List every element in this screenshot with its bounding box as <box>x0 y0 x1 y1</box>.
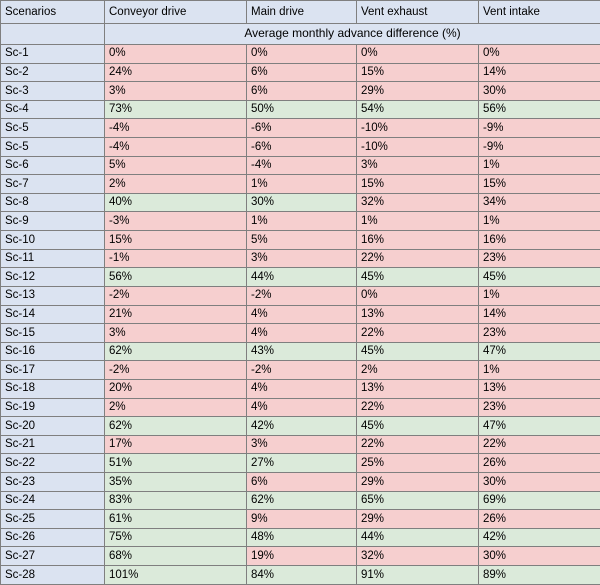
value-cell: 0% <box>247 45 357 64</box>
table-row <box>1 100 600 119</box>
value-cell: 42% <box>247 417 357 436</box>
value-cell: 30% <box>479 473 600 492</box>
table-row <box>1 138 600 157</box>
value-cell: 22% <box>479 435 600 454</box>
value-cell: 27% <box>247 454 357 473</box>
table-header <box>1 1 600 24</box>
value-cell: 65% <box>357 491 479 510</box>
value-cell: 22% <box>357 398 479 417</box>
scenario-label: Sc-7 <box>1 175 105 194</box>
scenario-label: Sc-3 <box>1 82 105 101</box>
value-cell: 13% <box>357 305 479 324</box>
value-cell: 1% <box>247 175 357 194</box>
value-cell: 1% <box>479 156 600 175</box>
value-cell: 13% <box>479 379 600 398</box>
scenario-label: Sc-8 <box>1 193 105 212</box>
scenario-label: Sc-24 <box>1 491 105 510</box>
table-row <box>1 435 600 454</box>
value-cell: 30% <box>479 82 600 101</box>
value-cell: 30% <box>247 193 357 212</box>
value-cell: 16% <box>357 231 479 250</box>
scenario-label: Sc-10 <box>1 231 105 250</box>
value-cell: 43% <box>247 342 357 361</box>
value-cell: 75% <box>105 528 247 547</box>
table-row <box>1 305 600 324</box>
table-row <box>1 510 600 529</box>
value-cell: 40% <box>105 193 247 212</box>
value-cell: 4% <box>247 398 357 417</box>
value-cell: 29% <box>357 510 479 529</box>
value-cell: 14% <box>479 63 600 82</box>
table-row <box>1 566 600 585</box>
column-header-scenarios: Scenarios <box>1 1 105 24</box>
value-cell: 1% <box>247 212 357 231</box>
value-cell: 47% <box>479 417 600 436</box>
value-cell: -2% <box>247 361 357 380</box>
value-cell: 0% <box>479 45 600 64</box>
value-cell: 15% <box>357 63 479 82</box>
value-cell: 23% <box>479 249 600 268</box>
column-header-main-drive: Main drive <box>247 1 357 24</box>
value-cell: 15% <box>357 175 479 194</box>
table-row <box>1 528 600 547</box>
value-cell: 45% <box>357 268 479 287</box>
value-cell: 1% <box>479 286 600 305</box>
value-cell: 35% <box>105 473 247 492</box>
value-cell: 62% <box>247 491 357 510</box>
value-cell: -1% <box>105 249 247 268</box>
table-row <box>1 268 600 287</box>
value-cell: 3% <box>105 324 247 343</box>
table-row <box>1 398 600 417</box>
value-cell: 45% <box>357 417 479 436</box>
table-row <box>1 361 600 380</box>
value-cell: 22% <box>357 249 479 268</box>
scenario-label: Sc-25 <box>1 510 105 529</box>
value-cell: 1% <box>479 361 600 380</box>
value-cell: 3% <box>105 82 247 101</box>
value-cell: 17% <box>105 435 247 454</box>
value-cell: 2% <box>105 175 247 194</box>
scenario-label: Sc-2 <box>1 63 105 82</box>
scenario-label: Sc-9 <box>1 212 105 231</box>
column-header-vent-exhaust: Vent exhaust <box>357 1 479 24</box>
table-row <box>1 175 600 194</box>
value-cell: 1% <box>479 212 600 231</box>
value-cell: 44% <box>357 528 479 547</box>
value-cell: 29% <box>357 473 479 492</box>
table-row <box>1 156 600 175</box>
value-cell: 0% <box>105 45 247 64</box>
subheader-label: Average monthly advance difference (%) <box>105 24 600 45</box>
table-row <box>1 63 600 82</box>
value-cell: 48% <box>247 528 357 547</box>
table-row <box>1 82 600 101</box>
value-cell: 22% <box>357 435 479 454</box>
scenario-label: Sc-5 <box>1 138 105 157</box>
value-cell: 32% <box>357 193 479 212</box>
value-cell: 29% <box>357 82 479 101</box>
value-cell: 2% <box>105 398 247 417</box>
scenario-label: Sc-18 <box>1 379 105 398</box>
scenario-label: Sc-12 <box>1 268 105 287</box>
value-cell: -10% <box>357 119 479 138</box>
value-cell: 13% <box>357 379 479 398</box>
value-cell: 26% <box>479 510 600 529</box>
value-cell: 73% <box>105 100 247 119</box>
scenario-label: Sc-11 <box>1 249 105 268</box>
column-header-vent-intake: Vent intake <box>479 1 600 24</box>
table-row <box>1 193 600 212</box>
value-cell: 15% <box>105 231 247 250</box>
scenario-label: Sc-19 <box>1 398 105 417</box>
value-cell: 83% <box>105 491 247 510</box>
scenario-label: Sc-23 <box>1 473 105 492</box>
table-row <box>1 324 600 343</box>
value-cell: 32% <box>357 547 479 566</box>
value-cell: 51% <box>105 454 247 473</box>
value-cell: 69% <box>479 491 600 510</box>
scenario-label: Sc-21 <box>1 435 105 454</box>
table-row <box>1 342 600 361</box>
value-cell: 1% <box>357 212 479 231</box>
header-row <box>1 1 600 24</box>
subheader-row <box>1 24 600 45</box>
value-cell: 5% <box>105 156 247 175</box>
scenario-label: Sc-16 <box>1 342 105 361</box>
scenario-label: Sc-20 <box>1 417 105 436</box>
value-cell: 56% <box>105 268 247 287</box>
value-cell: 84% <box>247 566 357 585</box>
value-cell: 6% <box>247 82 357 101</box>
scenario-label: Sc-22 <box>1 454 105 473</box>
value-cell: 44% <box>247 268 357 287</box>
value-cell: 89% <box>479 566 600 585</box>
table-row <box>1 249 600 268</box>
value-cell: 101% <box>105 566 247 585</box>
value-cell: 6% <box>247 473 357 492</box>
table-row <box>1 119 600 138</box>
column-header-conveyor-drive: Conveyor drive <box>105 1 247 24</box>
value-cell: -2% <box>247 286 357 305</box>
table-body <box>1 24 600 585</box>
value-cell: 4% <box>247 305 357 324</box>
value-cell: 91% <box>357 566 479 585</box>
value-cell: 23% <box>479 398 600 417</box>
table-row <box>1 231 600 250</box>
value-cell: -10% <box>357 138 479 157</box>
table-row <box>1 473 600 492</box>
scenario-label: Sc-27 <box>1 547 105 566</box>
value-cell: 50% <box>247 100 357 119</box>
value-cell: 54% <box>357 100 479 119</box>
value-cell: 0% <box>357 45 479 64</box>
value-cell: 20% <box>105 379 247 398</box>
value-cell: 4% <box>247 324 357 343</box>
scenario-label: Sc-17 <box>1 361 105 380</box>
value-cell: 62% <box>105 342 247 361</box>
value-cell: 24% <box>105 63 247 82</box>
value-cell: 16% <box>479 231 600 250</box>
value-cell: 4% <box>247 379 357 398</box>
value-cell: -9% <box>479 119 600 138</box>
value-cell: -6% <box>247 119 357 138</box>
subheader-spacer <box>1 24 105 45</box>
value-cell: 3% <box>357 156 479 175</box>
value-cell: 26% <box>479 454 600 473</box>
value-cell: 9% <box>247 510 357 529</box>
scenario-label: Sc-26 <box>1 528 105 547</box>
value-cell: 15% <box>479 175 600 194</box>
value-cell: 68% <box>105 547 247 566</box>
value-cell: 42% <box>479 528 600 547</box>
value-cell: -4% <box>105 138 247 157</box>
value-cell: 25% <box>357 454 479 473</box>
scenario-label: Sc-13 <box>1 286 105 305</box>
table-row <box>1 286 600 305</box>
value-cell: -2% <box>105 286 247 305</box>
value-cell: 23% <box>479 324 600 343</box>
scenario-label: Sc-1 <box>1 45 105 64</box>
value-cell: 47% <box>479 342 600 361</box>
value-cell: -4% <box>247 156 357 175</box>
table-row <box>1 212 600 231</box>
scenario-label: Sc-14 <box>1 305 105 324</box>
value-cell: 3% <box>247 435 357 454</box>
value-cell: 22% <box>357 324 479 343</box>
scenario-label: Sc-4 <box>1 100 105 119</box>
value-cell: 0% <box>357 286 479 305</box>
value-cell: -6% <box>247 138 357 157</box>
value-cell: 3% <box>247 249 357 268</box>
value-cell: 45% <box>479 268 600 287</box>
value-cell: -4% <box>105 119 247 138</box>
value-cell: 21% <box>105 305 247 324</box>
table-row <box>1 45 600 64</box>
value-cell: 30% <box>479 547 600 566</box>
value-cell: 14% <box>479 305 600 324</box>
value-cell: -2% <box>105 361 247 380</box>
value-cell: -3% <box>105 212 247 231</box>
value-cell: 5% <box>247 231 357 250</box>
value-cell: 45% <box>357 342 479 361</box>
table-row <box>1 454 600 473</box>
value-cell: -9% <box>479 138 600 157</box>
table-row <box>1 547 600 566</box>
value-cell: 19% <box>247 547 357 566</box>
value-cell: 61% <box>105 510 247 529</box>
value-cell: 62% <box>105 417 247 436</box>
value-cell: 2% <box>357 361 479 380</box>
value-cell: 56% <box>479 100 600 119</box>
scenario-label: Sc-5 <box>1 119 105 138</box>
scenario-label: Sc-15 <box>1 324 105 343</box>
table-row <box>1 379 600 398</box>
scenario-label: Sc-6 <box>1 156 105 175</box>
value-cell: 6% <box>247 63 357 82</box>
table-row <box>1 417 600 436</box>
table-row <box>1 491 600 510</box>
scenario-label: Sc-28 <box>1 566 105 585</box>
value-cell: 34% <box>479 193 600 212</box>
